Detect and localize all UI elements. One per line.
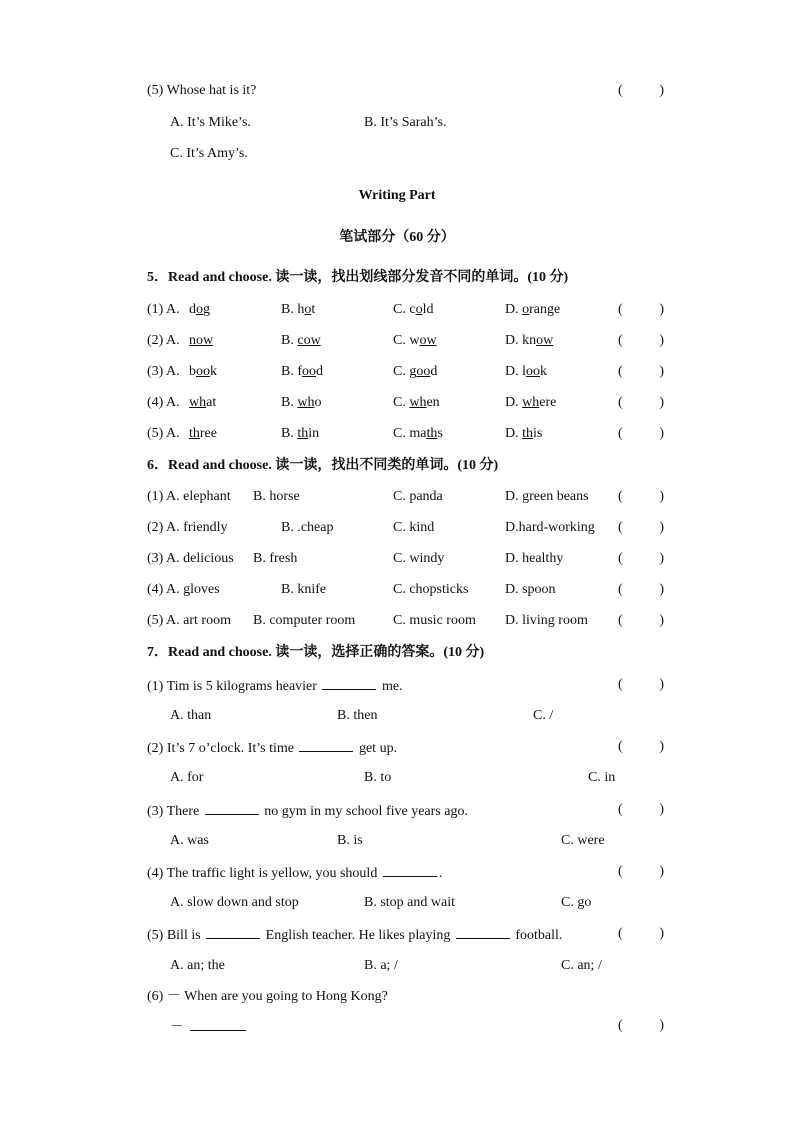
q7-options-row	[0, 893, 794, 913]
option-d: D. green beans	[505, 489, 589, 504]
option-d: D.hard-working	[505, 520, 595, 535]
option-a: A. was	[170, 833, 209, 848]
option-b: B. fresh	[253, 551, 298, 566]
options-row	[0, 113, 794, 133]
q6-row	[0, 580, 794, 600]
option-b: B. thin	[281, 426, 320, 441]
q5-row	[0, 362, 794, 382]
option-b: B. It’s Sarah’s.	[364, 115, 447, 130]
fill-blank[interactable]	[322, 675, 376, 690]
fill-blank[interactable]	[206, 924, 260, 939]
question-stem: (3) There no gym in my school five years ago.	[147, 800, 468, 822]
option-d: D. where	[505, 395, 557, 410]
q7-stem-row	[0, 924, 794, 944]
option-c: C. go	[561, 895, 592, 910]
item-number: (3) A.	[147, 364, 180, 379]
question-stem: (2) It’s 7 o’clock. It’s time get up.	[147, 737, 397, 759]
q6-row	[0, 518, 794, 538]
option-c: C. /	[533, 708, 554, 723]
section-title-cn: 笔试部分（60 分）	[339, 230, 455, 245]
q7-heading-row	[0, 643, 794, 663]
option-c: C. an; /	[561, 958, 602, 973]
option-d: D. look	[505, 364, 548, 379]
option-a: (4) A. gloves	[147, 582, 220, 597]
item-number: (1) A.	[147, 302, 180, 317]
option-c: C. cold	[393, 302, 434, 317]
option-d: D. orange	[505, 302, 561, 317]
option-c: C. in	[588, 770, 616, 785]
option-a: (5) A. art room	[147, 613, 231, 628]
q7-stem-row	[0, 800, 794, 820]
option-b: B. horse	[253, 489, 300, 504]
q6-heading-row	[0, 456, 794, 476]
option-a: A. slow down and stop	[170, 895, 299, 910]
option-c: C. good	[393, 364, 438, 379]
option-b: B. food	[281, 364, 324, 379]
option-c: C. were	[561, 833, 605, 848]
q5-row	[0, 300, 794, 320]
option-a: A. an; the	[170, 958, 225, 973]
q7-heading: 7．Read and choose. 读一读，选择正确的答案。(10 分)	[147, 645, 485, 660]
option-d: D. living room	[505, 613, 588, 628]
options-row	[0, 144, 794, 164]
question-stem: (5) Whose hat is it?	[147, 83, 257, 98]
option-c: C. chopsticks	[393, 582, 469, 597]
option-a: (1) A. elephant	[147, 489, 231, 504]
q7-options-row	[0, 831, 794, 851]
option-c: C. maths	[393, 426, 443, 441]
option-b: B. cow	[281, 333, 321, 348]
option-a: A. It’s Mike’s.	[170, 115, 251, 130]
section-title-en: Writing Part	[358, 188, 436, 203]
q6-heading: 6．Read and choose. 读一读，找出不同类的单词。(10 分)	[147, 458, 499, 473]
question-stem: (4) The traffic light is yellow, you should .	[147, 862, 442, 884]
question-stem: (1) Tim is 5 kilograms heavier me.	[147, 675, 403, 697]
q7-stem-row	[0, 737, 794, 757]
question-row	[0, 81, 794, 101]
q6-row	[0, 611, 794, 631]
option-a: book	[189, 364, 217, 379]
fill-blank[interactable]	[383, 862, 437, 877]
q7-options-row	[0, 956, 794, 976]
q5-heading-row	[0, 268, 794, 288]
option-d: D. know	[505, 333, 554, 348]
item-number: (5) A.	[147, 426, 180, 441]
option-c: C. panda	[393, 489, 443, 504]
option-c: C. wow	[393, 333, 437, 348]
fill-blank[interactable]	[299, 737, 353, 752]
option-d: D. spoon	[505, 582, 556, 597]
item-number: (4) A.	[147, 395, 180, 410]
q7-stem-row	[0, 1016, 794, 1036]
answer-line: －	[170, 1016, 248, 1038]
option-b: B. computer room	[253, 613, 356, 628]
option-c: C. windy	[393, 551, 445, 566]
q7-stem-row	[0, 862, 794, 882]
option-a: (2) A. friendly	[147, 520, 228, 535]
q7-stem-row	[0, 987, 794, 1007]
option-b: B. hot	[281, 302, 316, 317]
option-c: C. It’s Amy’s.	[170, 146, 248, 161]
q7-stem-row	[0, 675, 794, 695]
option-d: D. this	[505, 426, 543, 441]
fill-blank[interactable]	[190, 1016, 246, 1031]
option-a: three	[189, 426, 217, 441]
question-stem: (5) Bill is English teacher. He likes playing football.	[147, 924, 562, 946]
option-c: C. when	[393, 395, 440, 410]
q5-row	[0, 331, 794, 351]
option-c: C. kind	[393, 520, 435, 535]
option-b: B. to	[364, 770, 392, 785]
q5-row	[0, 393, 794, 413]
question-stem: (6) － When are you going to Hong Kong?	[147, 989, 388, 1004]
q6-row	[0, 487, 794, 507]
option-a: A. for	[170, 770, 204, 785]
q5-heading: 5．Read and choose. 读一读，找出划线部分发音不同的单词。(10 分)	[147, 270, 569, 285]
option-b: B. stop and wait	[364, 895, 455, 910]
option-a: (3) A. delicious	[147, 551, 234, 566]
q5-row	[0, 424, 794, 444]
option-a: dog	[189, 302, 210, 317]
option-d: D. healthy	[505, 551, 564, 566]
option-a: what	[189, 395, 217, 410]
q7-options-row	[0, 706, 794, 726]
option-b: B. a; /	[364, 958, 398, 973]
option-b: B. .cheap	[281, 520, 334, 535]
option-a: A. than	[170, 708, 212, 723]
option-b: B. knife	[281, 582, 327, 597]
fill-blank[interactable]	[456, 924, 510, 939]
q7-options-row	[0, 768, 794, 788]
option-b: B. then	[337, 708, 378, 723]
option-b: B. who	[281, 395, 322, 410]
item-number: (2) A.	[147, 333, 180, 348]
option-c: C. music room	[393, 613, 476, 628]
option-a: now	[189, 333, 214, 348]
q6-row	[0, 549, 794, 569]
fill-blank[interactable]	[205, 800, 259, 815]
option-b: B. is	[337, 833, 363, 848]
